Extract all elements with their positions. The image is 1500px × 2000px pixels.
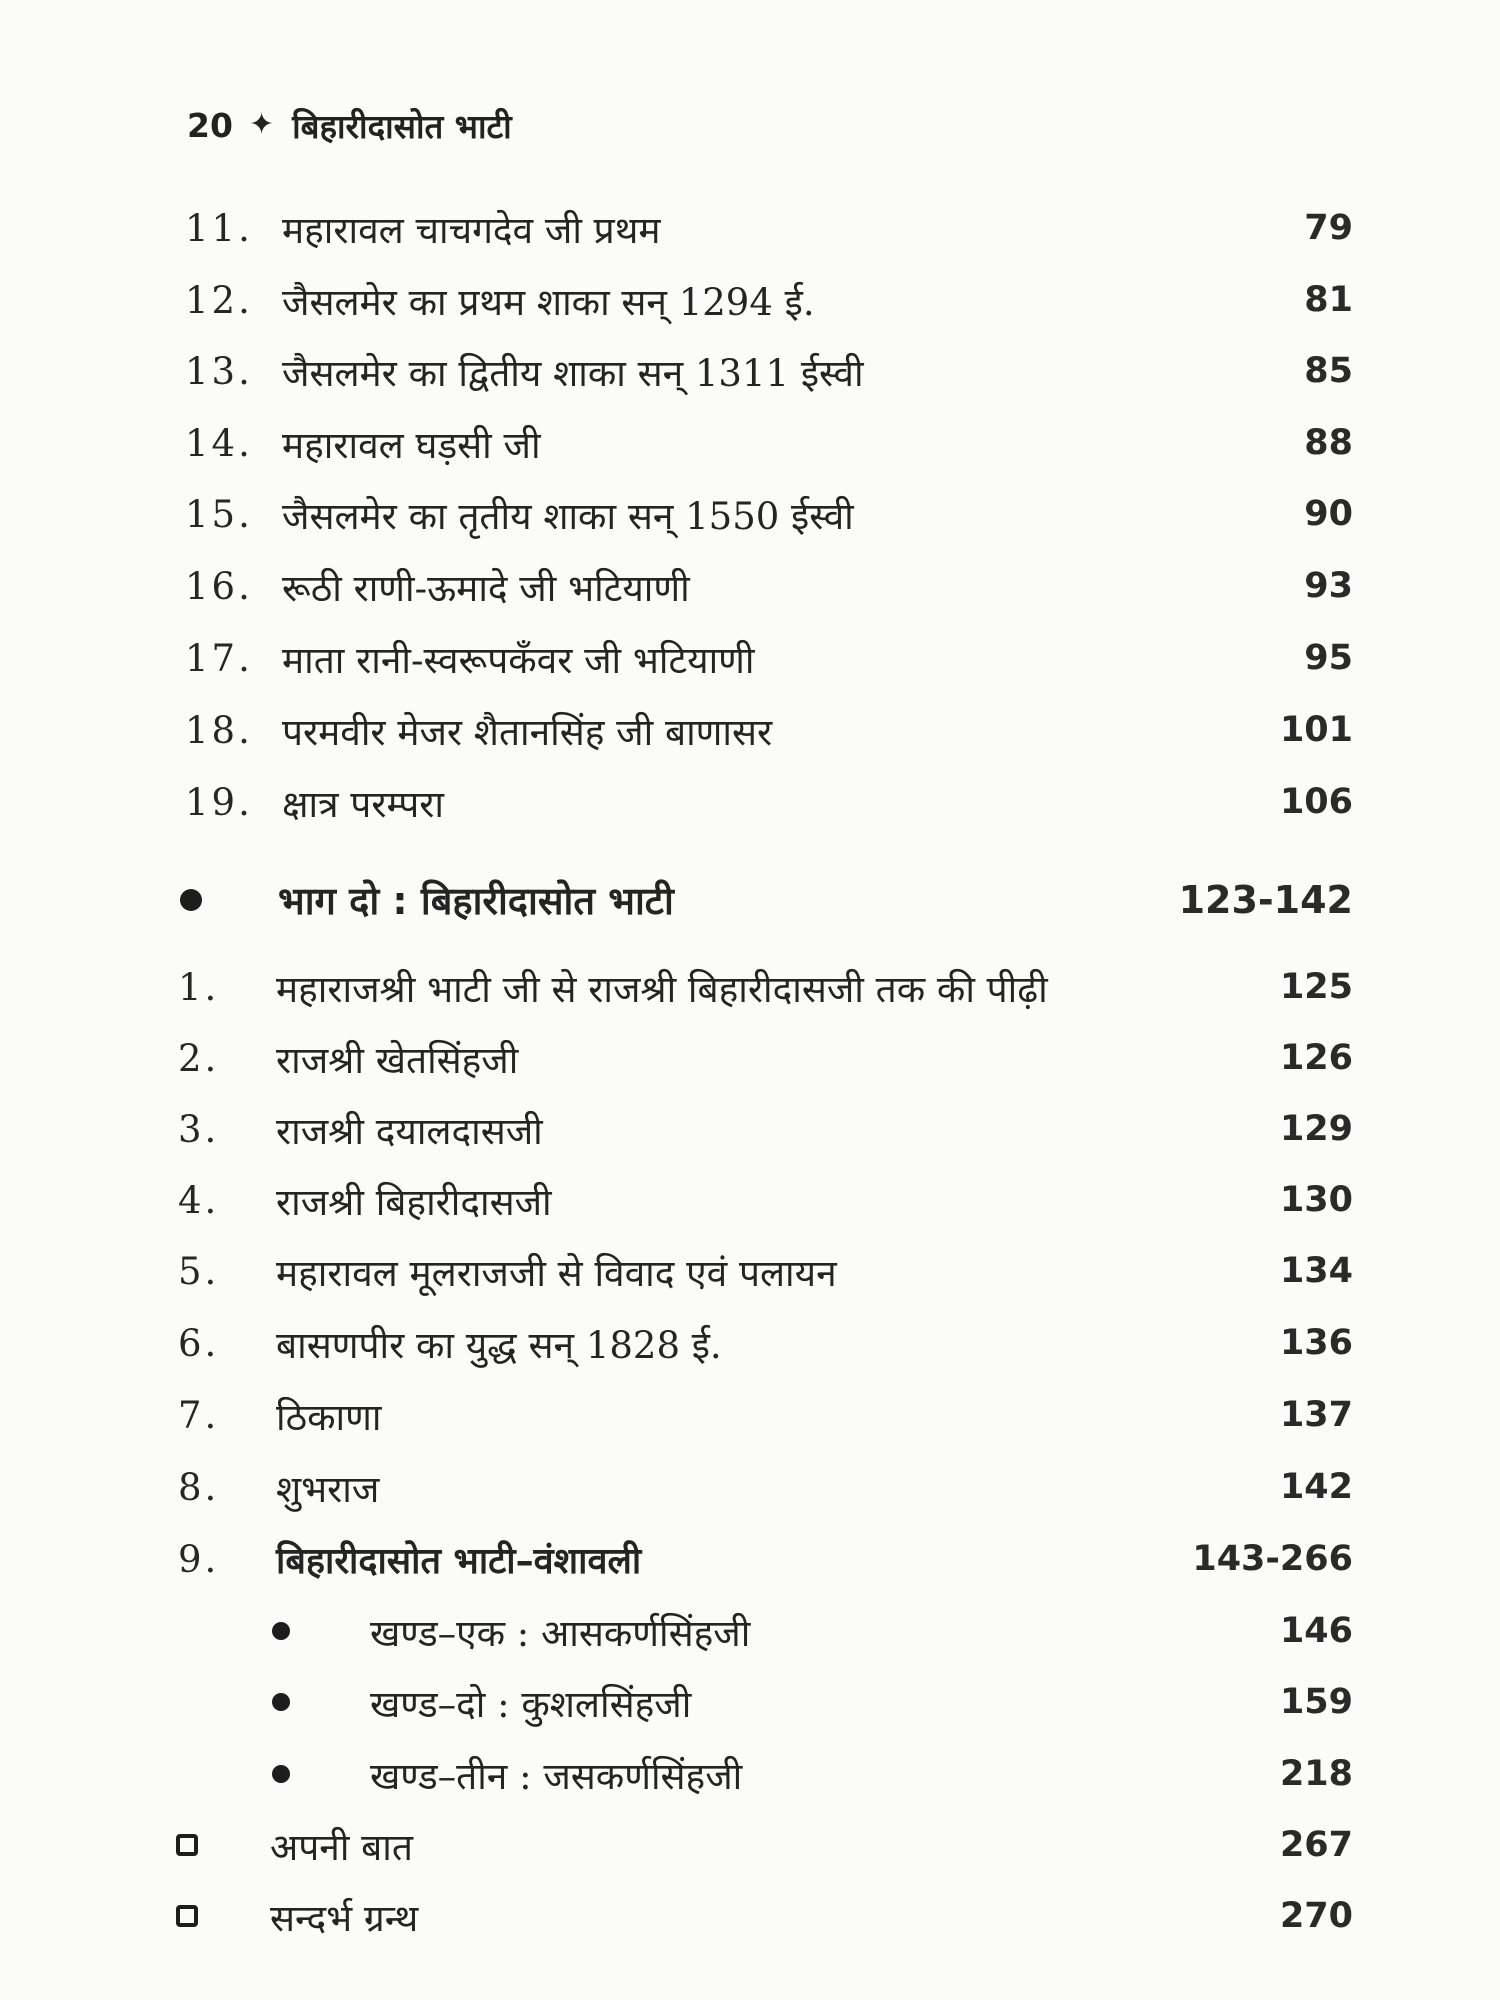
part-two-pages: 123-142 xyxy=(1178,878,1353,922)
toc-entry-number: 6. xyxy=(178,1321,220,1365)
toc-entry-genealogy xyxy=(0,1529,1500,1589)
toc-entry-page: 101 xyxy=(1279,710,1353,750)
toc-entry-title: महारावल चाचगदेव जी प्रथम xyxy=(282,208,661,252)
toc-subsection xyxy=(0,1744,1500,1804)
toc-entry-page: 79 xyxy=(1304,208,1353,248)
toc-entry-page: 90 xyxy=(1304,494,1353,534)
toc-entry xyxy=(0,1313,1500,1373)
toc-entry xyxy=(0,1028,1500,1088)
toc-subsection-title: खण्ड–तीन : जसकर्णसिंहजी xyxy=(370,1754,743,1798)
toc-appendix-title: अपनी बात xyxy=(270,1825,413,1869)
toc-entry-page: 93 xyxy=(1304,566,1353,606)
toc-entry-title: महारावल घड़सी जी xyxy=(282,423,541,467)
toc-entry-title: ठिकाणा xyxy=(276,1395,382,1439)
toc-entry-page: 136 xyxy=(1279,1323,1353,1363)
toc-appendix-entry xyxy=(0,1815,1500,1875)
toc-entry xyxy=(0,413,1500,473)
checkbox-icon xyxy=(176,1834,198,1856)
toc-entry-title: माता रानी-स्वरूपकँवर जी भटियाणी xyxy=(282,638,755,682)
toc-entry-page: 129 xyxy=(1279,1109,1353,1149)
bullet-icon xyxy=(272,1622,290,1640)
toc-entry-number: 8. xyxy=(178,1465,220,1509)
checkbox-icon xyxy=(176,1905,198,1927)
toc-entry-number: 13. xyxy=(185,349,253,393)
toc-entry xyxy=(0,1241,1500,1301)
toc-entry xyxy=(0,1170,1500,1230)
toc-entry-number: 3. xyxy=(178,1107,220,1151)
toc-entry-title: राजश्री खेतसिंहजी xyxy=(276,1038,519,1082)
toc-entry xyxy=(0,198,1500,258)
toc-entry-title: परमवीर मेजर शैतानसिंह जी बाणासर xyxy=(282,710,773,754)
bullet-icon xyxy=(180,889,202,911)
toc-entry-number: 5. xyxy=(178,1249,220,1293)
toc-entry-number: 7. xyxy=(178,1393,220,1437)
toc-subsection-page: 159 xyxy=(1279,1682,1353,1722)
toc-entry-number: 18. xyxy=(185,708,253,752)
toc-entry-number: 9. xyxy=(178,1537,220,1581)
toc-entry-page: 88 xyxy=(1304,423,1353,463)
header-page-number: 20 xyxy=(187,105,233,145)
toc-entry xyxy=(0,484,1500,544)
toc-entry-number: 15. xyxy=(185,492,253,536)
running-header xyxy=(187,100,512,150)
toc-entry-page: 134 xyxy=(1279,1251,1353,1291)
toc-subsection-title: खण्ड–एक : आसकर्णसिंहजी xyxy=(370,1611,751,1655)
toc-entry-page: 126 xyxy=(1279,1038,1353,1078)
toc-entry-page: 95 xyxy=(1304,638,1353,678)
toc-entry-title: क्षात्र परम्परा xyxy=(282,782,444,826)
toc-entry xyxy=(0,772,1500,832)
toc-entry-number: 19. xyxy=(185,780,253,824)
part-two-title: भाग दो : बिहारीदासोत भाटी xyxy=(278,879,674,923)
toc-entry-number: 17. xyxy=(185,636,253,680)
toc-appendix-page: 270 xyxy=(1279,1896,1353,1936)
toc-entry-title: जैसलमेर का द्वितीय शाका सन् 1311 ईस्वी xyxy=(282,351,864,395)
toc-entry-title: महारावल मूलराजजी से विवाद एवं पलायन xyxy=(276,1251,837,1295)
toc-entry-number: 4. xyxy=(178,1178,220,1222)
toc-appendix-title: सन्दर्भ ग्रन्थ xyxy=(270,1896,419,1940)
toc-appendix-page: 267 xyxy=(1279,1825,1353,1865)
toc-entry-page: 81 xyxy=(1304,280,1353,320)
toc-subsection xyxy=(0,1672,1500,1732)
toc-entry xyxy=(0,270,1500,330)
toc-entry-title: शुभराज xyxy=(276,1467,380,1511)
toc-entry-page: 130 xyxy=(1279,1180,1353,1220)
toc-entry-title: महाराजश्री भाटी जी से राजश्री बिहारीदासजी तक की पीढ़ी xyxy=(276,967,1048,1011)
toc-entry xyxy=(0,1385,1500,1445)
toc-entry-number: 14. xyxy=(185,421,253,465)
toc-entry xyxy=(0,957,1500,1017)
toc-appendix-entry xyxy=(0,1886,1500,1946)
toc-entry-number: 2. xyxy=(178,1036,220,1080)
toc-entry-number: 16. xyxy=(185,564,253,608)
toc-subsection-title: खण्ड–दो : कुशलसिंहजी xyxy=(370,1682,692,1726)
toc-entry-page: 85 xyxy=(1304,351,1353,391)
toc-entry xyxy=(0,1099,1500,1159)
part-two-heading xyxy=(0,870,1500,930)
toc-entry-title: राजश्री बिहारीदासजी xyxy=(276,1180,552,1224)
toc-entry-page: 142 xyxy=(1279,1467,1353,1507)
toc-entry-title: जैसलमेर का तृतीय शाका सन् 1550 ईस्वी xyxy=(282,494,854,538)
toc-entry-page: 143-266 xyxy=(1192,1539,1353,1579)
toc-entry-number: 11. xyxy=(185,206,253,250)
toc-entry-number: 12. xyxy=(185,278,253,322)
toc-entry xyxy=(0,628,1500,688)
toc-entry xyxy=(0,341,1500,401)
toc-entry-title: बासणपीर का युद्ध सन् 1828 ई. xyxy=(276,1323,722,1367)
toc-entry-number: 1. xyxy=(178,965,220,1009)
toc-entry-title: जैसलमेर का प्रथम शाका सन् 1294 ई. xyxy=(282,280,815,324)
toc-entry-title: रूठी राणी-ऊमादे जी भटियाणी xyxy=(282,566,690,610)
toc-entry-title: राजश्री दयालदासजी xyxy=(276,1109,543,1153)
toc-entry-page: 125 xyxy=(1279,967,1353,1007)
toc-entry-page: 137 xyxy=(1279,1395,1353,1435)
toc-subsection xyxy=(0,1601,1500,1661)
star-separator-icon: ✦ xyxy=(248,107,275,142)
toc-entry-page: 106 xyxy=(1279,782,1353,822)
header-book-title: बिहारीदासोत भाटी xyxy=(292,106,512,146)
toc-entry xyxy=(0,556,1500,616)
toc-entry xyxy=(0,700,1500,760)
toc-subsection-page: 218 xyxy=(1279,1754,1353,1794)
bullet-icon xyxy=(272,1693,290,1711)
bullet-icon xyxy=(272,1765,290,1783)
toc-subsection-page: 146 xyxy=(1279,1611,1353,1651)
toc-entry xyxy=(0,1457,1500,1517)
toc-entry-title: बिहारीदासोत भाटी–वंशावली xyxy=(276,1540,642,1582)
